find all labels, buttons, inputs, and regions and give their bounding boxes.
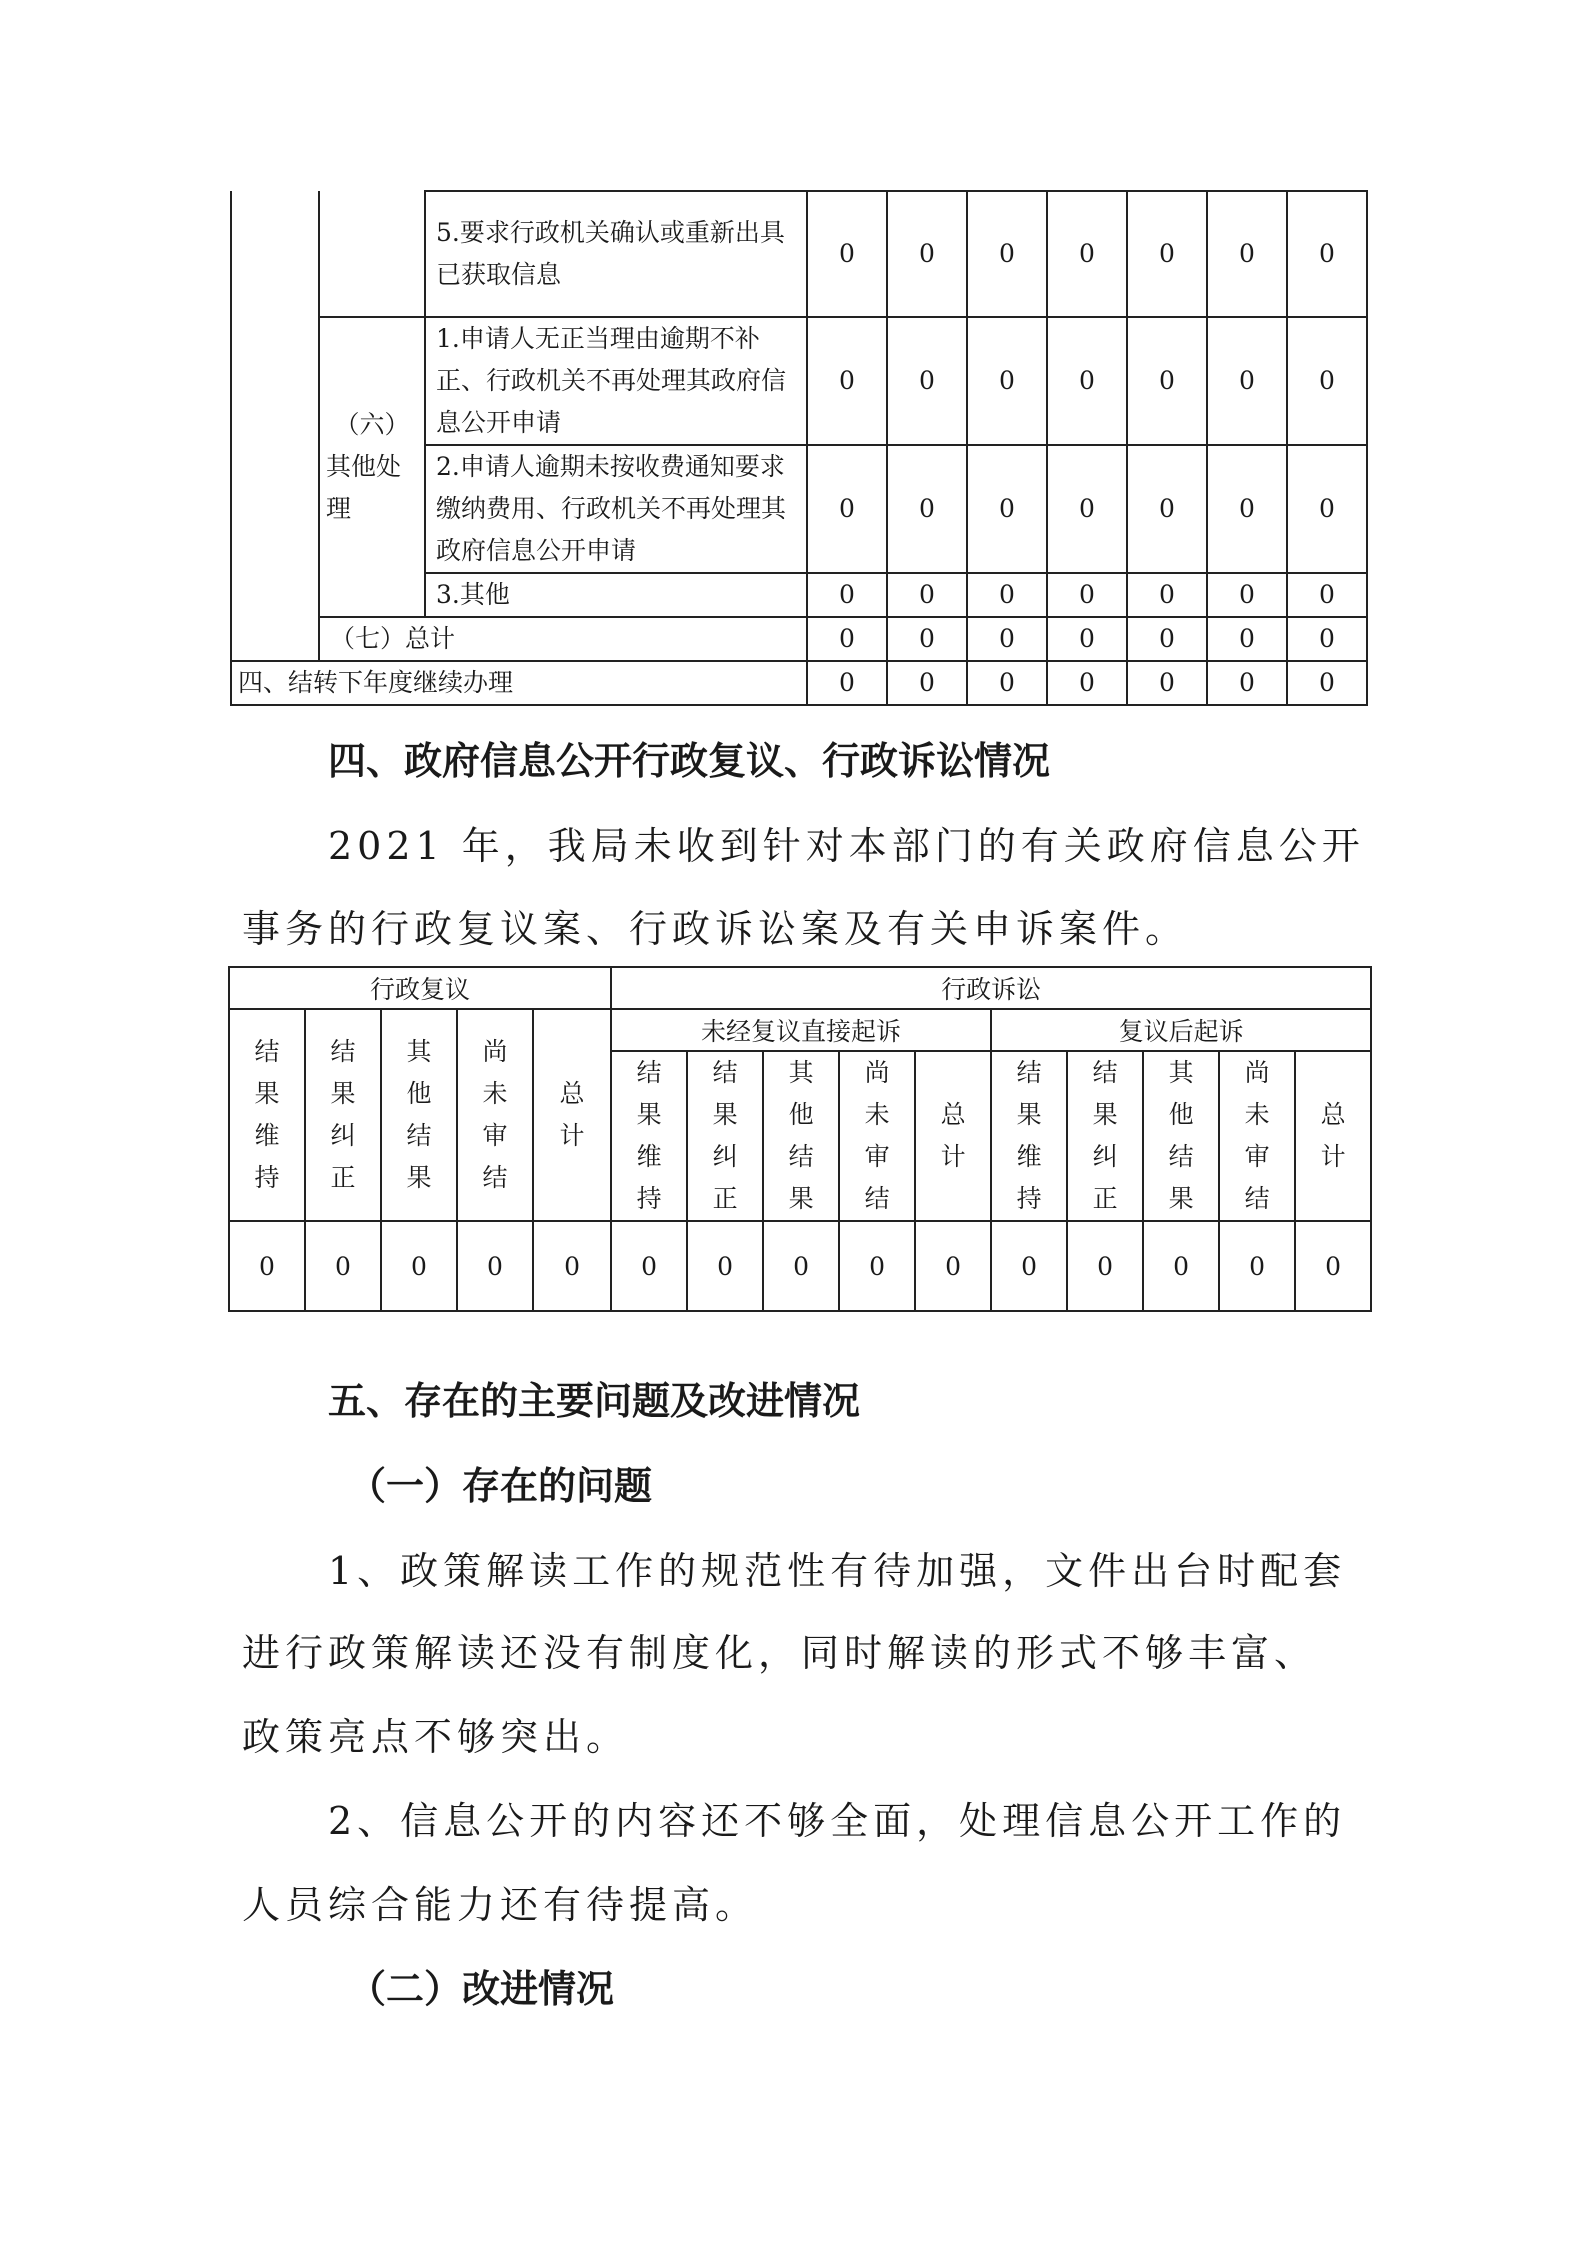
cell-value: 0 bbox=[1047, 573, 1127, 617]
cell-value: 0 bbox=[1047, 191, 1127, 317]
column-header bbox=[763, 1051, 839, 1221]
column-header-text: 结果纠正 bbox=[330, 1037, 356, 1192]
cell-value: 0 bbox=[887, 317, 967, 445]
paragraph-line: 政策亮点不够突出。 bbox=[242, 1715, 630, 1759]
table-row bbox=[231, 617, 1367, 661]
cell-value: 0 bbox=[807, 661, 887, 705]
cell-value: 0 bbox=[305, 1221, 381, 1311]
cell-value: 0 bbox=[1219, 1221, 1295, 1311]
cell-value: 0 bbox=[457, 1221, 533, 1311]
cell-value: 0 bbox=[1207, 573, 1287, 617]
cell-value: 0 bbox=[967, 661, 1047, 705]
column-header-text: 其他结果 bbox=[1168, 1058, 1194, 1213]
cell-value: 0 bbox=[1127, 573, 1207, 617]
column-header bbox=[687, 1051, 763, 1221]
column-header bbox=[991, 1051, 1067, 1221]
cell-value: 0 bbox=[381, 1221, 457, 1311]
cell-value: 0 bbox=[763, 1221, 839, 1311]
cell-value: 0 bbox=[1207, 317, 1287, 445]
header-review: 行政复议 bbox=[229, 967, 611, 1009]
column-header-text: 结果纠正 bbox=[712, 1058, 738, 1213]
header-after-review: 复议后起诉 bbox=[991, 1009, 1371, 1051]
group-label bbox=[319, 317, 425, 617]
column-header-text: 结果纠正 bbox=[1092, 1058, 1118, 1213]
cell-value: 0 bbox=[887, 191, 967, 317]
paragraph-line: 2、信息公开的内容还不够全面，处理信息公开工作的 bbox=[328, 1799, 1347, 1843]
column-header bbox=[305, 1009, 381, 1221]
row-label: 2.申请人逾期未按收费通知要求缴纳费用、行政机关不再处理其政府信息公开申请 bbox=[425, 445, 807, 573]
cell-value: 0 bbox=[1127, 617, 1207, 661]
column-header-text: 其他结果 bbox=[788, 1058, 814, 1213]
cell-value: 0 bbox=[229, 1221, 305, 1311]
cell-value: 0 bbox=[1047, 661, 1127, 705]
cell-value: 0 bbox=[807, 617, 887, 661]
cell-value: 0 bbox=[1295, 1221, 1371, 1311]
column-header-text: 总计 bbox=[1320, 1100, 1346, 1171]
column-header-text: 结果维持 bbox=[1016, 1058, 1042, 1213]
paragraph-line: 进行政策解读还没有制度化，同时解读的形式不够丰富、 bbox=[242, 1631, 1318, 1675]
table-row bbox=[231, 661, 1367, 705]
cell-value: 0 bbox=[611, 1221, 687, 1311]
column-header-text: 结果维持 bbox=[636, 1058, 662, 1213]
group-label-number: （六） bbox=[334, 410, 410, 439]
cell-value: 0 bbox=[807, 445, 887, 573]
cell-value: 0 bbox=[1287, 661, 1367, 705]
cell-value: 0 bbox=[967, 617, 1047, 661]
cell-value: 0 bbox=[967, 317, 1047, 445]
table-row bbox=[231, 191, 1367, 317]
row-label: 3.其他 bbox=[425, 573, 807, 617]
review-litigation-table bbox=[228, 966, 1372, 1312]
header-litigation: 行政诉讼 bbox=[611, 967, 1371, 1009]
column-header bbox=[457, 1009, 533, 1221]
column-header-text: 总计 bbox=[940, 1100, 966, 1171]
column-header bbox=[533, 1009, 611, 1221]
total-label: （七）总计 bbox=[319, 617, 807, 661]
table-row bbox=[231, 317, 1367, 445]
cell-value: 0 bbox=[967, 191, 1047, 317]
carryover-label: 四、结转下年度继续办理 bbox=[231, 661, 807, 705]
section-heading: 四、政府信息公开行政复议、行政诉讼情况 bbox=[328, 739, 1051, 783]
subsection-heading: （二）改进情况 bbox=[348, 1967, 615, 2011]
column-header bbox=[611, 1051, 687, 1221]
cell-value: 0 bbox=[807, 191, 887, 317]
column-header bbox=[1295, 1051, 1371, 1221]
cell-value: 0 bbox=[533, 1221, 611, 1311]
cell-value: 0 bbox=[839, 1221, 915, 1311]
column-header-text: 其他结果 bbox=[406, 1037, 432, 1192]
cell-value: 0 bbox=[1207, 617, 1287, 661]
paragraph-line: 人员综合能力还有待提高。 bbox=[242, 1883, 759, 1927]
cell-value: 0 bbox=[1287, 617, 1367, 661]
table-row bbox=[229, 967, 1371, 1009]
cell-value: 0 bbox=[991, 1221, 1067, 1311]
cell-value: 0 bbox=[1127, 191, 1207, 317]
column-header bbox=[381, 1009, 457, 1221]
cell-value: 0 bbox=[887, 661, 967, 705]
table-row bbox=[229, 1009, 1371, 1051]
column-header bbox=[839, 1051, 915, 1221]
cell-value: 0 bbox=[1047, 617, 1127, 661]
cell-value: 0 bbox=[1207, 191, 1287, 317]
column-header bbox=[915, 1051, 991, 1221]
column-header bbox=[229, 1009, 305, 1221]
column-header-text: 结果维持 bbox=[254, 1037, 280, 1192]
paragraph-line: 2021 年，我局未收到针对本部门的有关政府信息公开 bbox=[328, 824, 1365, 868]
cell-value: 0 bbox=[887, 445, 967, 573]
cell-value: 0 bbox=[1287, 573, 1367, 617]
column-header-text: 尚未审结 bbox=[1244, 1058, 1270, 1213]
cell-value: 0 bbox=[1287, 445, 1367, 573]
cell-value: 0 bbox=[1207, 445, 1287, 573]
cell-value: 0 bbox=[687, 1221, 763, 1311]
cell-value: 0 bbox=[1127, 661, 1207, 705]
cell-value: 0 bbox=[1127, 445, 1207, 573]
application-handling-table bbox=[230, 190, 1368, 706]
section-heading: 五、存在的主要问题及改进情况 bbox=[328, 1379, 861, 1423]
cell-value: 0 bbox=[1207, 661, 1287, 705]
row-label: 5.要求行政机关确认或重新出具已获取信息 bbox=[425, 191, 807, 317]
cell-value: 0 bbox=[967, 445, 1047, 573]
group-label-text: 其他处理 bbox=[326, 452, 402, 523]
category-cell bbox=[319, 191, 425, 317]
cell-value: 0 bbox=[807, 573, 887, 617]
header-direct: 未经复议直接起诉 bbox=[611, 1009, 991, 1051]
column-header-text: 总计 bbox=[559, 1079, 585, 1150]
row-label: 1.申请人无正当理由逾期不补正、行政机关不再处理其政府信息公开申请 bbox=[425, 317, 807, 445]
paragraph-line: 1、政策解读工作的规范性有待加强，文件出台时配套 bbox=[328, 1549, 1347, 1593]
cell-value: 0 bbox=[1047, 445, 1127, 573]
cell-value: 0 bbox=[1287, 191, 1367, 317]
cell-value: 0 bbox=[1127, 317, 1207, 445]
outer-category-cell bbox=[231, 191, 319, 661]
cell-value: 0 bbox=[807, 317, 887, 445]
column-header bbox=[1143, 1051, 1219, 1221]
cell-value: 0 bbox=[1047, 317, 1127, 445]
paragraph-line: 事务的行政复议案、行政诉讼案及有关申诉案件。 bbox=[242, 907, 1189, 951]
cell-value: 0 bbox=[1287, 317, 1367, 445]
subsection-heading: （一）存在的问题 bbox=[348, 1464, 653, 1508]
column-header-text: 尚未审结 bbox=[864, 1058, 890, 1213]
table-row bbox=[229, 1221, 1371, 1311]
column-header-text: 尚未审结 bbox=[482, 1037, 508, 1192]
cell-value: 0 bbox=[887, 617, 967, 661]
cell-value: 0 bbox=[915, 1221, 991, 1311]
column-header bbox=[1219, 1051, 1295, 1221]
cell-value: 0 bbox=[1143, 1221, 1219, 1311]
cell-value: 0 bbox=[887, 573, 967, 617]
cell-value: 0 bbox=[967, 573, 1047, 617]
column-header bbox=[1067, 1051, 1143, 1221]
cell-value: 0 bbox=[1067, 1221, 1143, 1311]
